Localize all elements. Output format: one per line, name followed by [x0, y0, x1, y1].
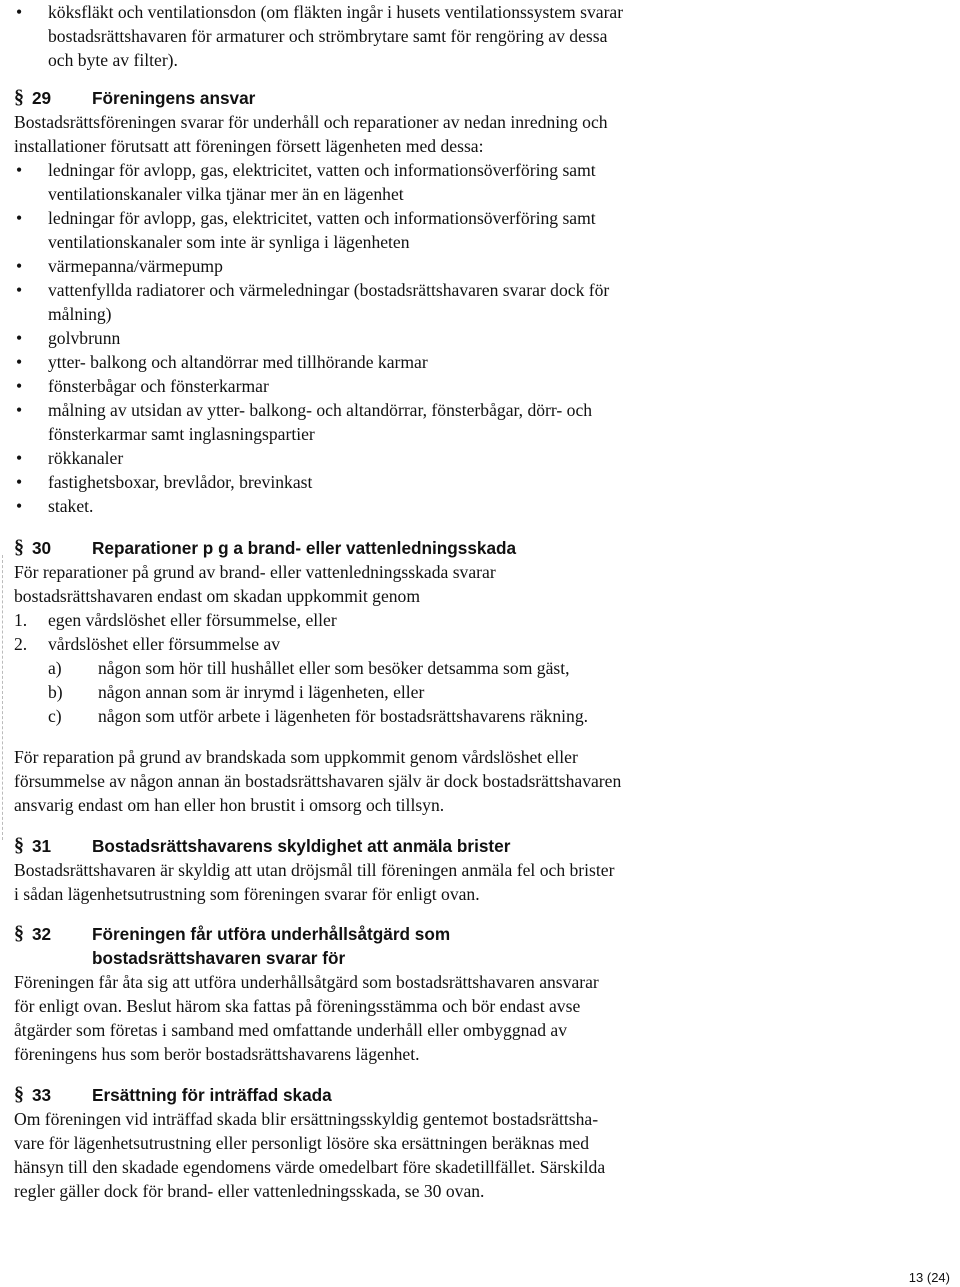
section-32 — [14, 922, 944, 1066]
bullet-icon: • — [16, 472, 23, 492]
body-line: för enligt ovan. Beslut härom ska fattas på föreningsstämma och bör endast avse — [14, 996, 581, 1016]
item-number: 2. — [14, 634, 28, 654]
bullet-line: ytter- balkong och altandörrar med tillhörande karmar — [48, 352, 428, 372]
section-title: Bostadsrättshavarens skyldighet att anmäla brister — [92, 836, 511, 856]
bullet-line: målning) — [48, 304, 112, 324]
body-line: vare för lägenhetsutrustning eller personligt lösöre ska ersättningen beräknas med — [14, 1133, 590, 1153]
body-line: För reparation på grund av brandskada som uppkommit genom vårdslöshet eller — [14, 747, 578, 767]
body-line: försummelse av någon annan än bostadsrättshavaren själv är dock bostadsrättshavaren — [14, 771, 622, 791]
body-line: Föreningen får åta sig att utföra underhållsåtgärd som bostadsrättshavaren ansvarar — [14, 972, 599, 992]
bullet-icon: • — [16, 400, 23, 420]
body-line: i sådan lägenhetsutrustning som föreningen svarar för enligt ovan. — [14, 884, 480, 904]
section-heading — [14, 86, 944, 110]
bullet-icon: • — [16, 280, 23, 300]
numbered-item — [14, 608, 944, 632]
bullet-line: fönsterbågar och fönsterkarmar — [48, 376, 269, 396]
bullet-icon: • — [16, 256, 23, 276]
body-line: installationer förutsatt att föreningen försett lägenheten med dessa: — [14, 136, 484, 156]
section-title — [92, 922, 450, 970]
sub-item-text: någon annan som är inrymd i lägenheten, eller — [98, 682, 425, 702]
section-29 — [14, 86, 944, 518]
section-number: 30 — [32, 538, 52, 558]
section-number: 29 — [32, 88, 52, 108]
section-heading — [14, 834, 944, 858]
bullet-line: staket. — [48, 496, 94, 516]
body-line: regler gäller dock för brand- eller vattenledningsskada, se 30 ovan. — [14, 1181, 485, 1201]
bullet-item — [14, 0, 944, 24]
bullet-line: fastighetsboxar, brevlådor, brevinkast — [48, 472, 313, 492]
sub-item — [14, 656, 944, 680]
section-title-line: bostadsrättshavaren svarar för — [92, 948, 346, 968]
bullet-line: rökkanaler — [48, 448, 124, 468]
section-30-paragraph-2 — [14, 745, 944, 817]
bullet-item — [14, 158, 944, 182]
section-symbol: § — [14, 86, 24, 108]
bullet-item — [14, 494, 944, 518]
bullet-item — [14, 374, 944, 398]
bullet-line: golvbrunn — [48, 328, 121, 348]
bullet-line: ledningar för avlopp, gas, elektricitet, vatten och informationsöverföring samt — [48, 160, 596, 180]
bullet-icon: • — [16, 376, 23, 396]
section-title-line: Föreningen får utföra underhållsåtgärd som — [92, 924, 451, 944]
bullet-icon: • — [16, 2, 23, 22]
bullet-icon: • — [16, 328, 23, 348]
section-title: Reparationer p g a brand- eller vattenledningsskada — [92, 538, 517, 558]
section-symbol: § — [14, 834, 24, 856]
bullet-line: vattenfyllda radiatorer och värmeledningar (bostadsrättshavaren svarar dock för — [48, 280, 610, 300]
section-heading — [14, 922, 944, 970]
bullet-line: värmepanna/värmepump — [48, 256, 223, 276]
margin-dashed-line — [2, 555, 3, 840]
section-31 — [14, 834, 944, 906]
sub-item — [14, 680, 944, 704]
section-number: 32 — [32, 924, 52, 944]
intro-bullet — [14, 0, 944, 72]
body-line: åtgärder som företas i samband med omfattande underhåll eller ombyggnad av — [14, 1020, 568, 1040]
section-heading — [14, 1083, 944, 1107]
item-text: egen vårdslöshet eller försummelse, eller — [48, 610, 337, 630]
bullet-line: ledningar för avlopp, gas, elektricitet, vatten och informationsöverföring samt — [48, 208, 596, 228]
body-line: För reparationer på grund av brand- eller vattenledningsskada svarar — [14, 562, 496, 582]
bullet-line: målning av utsidan av ytter- balkong- och altandörrar, fönsterbågar, dörr- och — [48, 400, 593, 420]
bullet-icon: • — [16, 448, 23, 468]
body-line: hänsyn till den skadade egendomens värde omedelbart före skadetillfället. Särskilda — [14, 1157, 606, 1177]
bullet-item — [14, 470, 944, 494]
sub-item-letter: b) — [48, 682, 63, 702]
item-number: 1. — [14, 610, 28, 630]
sub-item-text: någon som hör till hushållet eller som besöker detsamma som gäst, — [98, 658, 570, 678]
sub-item — [14, 704, 944, 728]
section-30 — [14, 536, 944, 728]
sub-item-letter: c) — [48, 706, 62, 726]
bullet-item — [14, 278, 944, 302]
body-line: Bostadsrättsföreningen svarar för underhåll och reparationer av nedan inredning och — [14, 112, 608, 132]
bullet-icon: • — [16, 208, 23, 228]
bullet-icon: • — [16, 160, 23, 180]
sub-item-text: någon som utför arbete i lägenheten för bostadsrättshavarens räkning. — [98, 706, 589, 726]
bullet-line: och byte av filter). — [48, 50, 178, 70]
bullet-line: fönsterkarmar samt inglasningspartier — [48, 424, 315, 444]
bullet-item — [14, 398, 944, 422]
bullet-item — [14, 206, 944, 230]
bullet-item — [14, 446, 944, 470]
bullet-line: ventilationskanaler som inte är synliga i lägenheten — [48, 232, 410, 252]
bullet-line: bostadsrättshavaren för armaturer och strömbrytare samt för rengöring av dessa — [48, 26, 608, 46]
bullet-icon: • — [16, 352, 23, 372]
section-number: 31 — [32, 836, 52, 856]
body-line: föreningens hus som berör bostadsrättshavarens lägenhet. — [14, 1044, 420, 1064]
bullet-item — [14, 350, 944, 374]
numbered-item — [14, 632, 944, 656]
body-line: bostadsrättshavaren endast om skadan uppkommit genom — [14, 586, 421, 606]
section-symbol: § — [14, 536, 24, 558]
page-number: 13 (24) — [908, 1270, 950, 1285]
bullet-icon: • — [16, 496, 23, 516]
section-symbol: § — [14, 1083, 24, 1105]
section-33 — [14, 1083, 944, 1203]
bullet-line: köksfläkt och ventilationsdon (om fläkten ingår i husets ventilationssystem svarar — [48, 2, 624, 22]
section-number: 33 — [32, 1085, 52, 1105]
section-title: Ersättning för inträffad skada — [92, 1085, 332, 1105]
section-heading — [14, 536, 944, 560]
bullet-line: ventilationskanaler vilka tjänar mer än en lägenhet — [48, 184, 404, 204]
bullet-item — [14, 326, 944, 350]
item-text: vårdslöshet eller försummelse av — [48, 634, 281, 654]
body-line: Om föreningen vid inträffad skada blir ersättningsskyldig gentemot bostadsrättsha- — [14, 1109, 599, 1129]
body-line: Bostadsrättshavaren är skyldig att utan dröjsmål till föreningen anmäla fel och brister — [14, 860, 615, 880]
bullet-item — [14, 254, 944, 278]
section-symbol: § — [14, 922, 24, 944]
sub-item-letter: a) — [48, 658, 62, 678]
body-line: ansvarig endast om han eller hon brustit i omsorg och tillsyn. — [14, 795, 445, 815]
section-title: Föreningens ansvar — [92, 88, 256, 108]
